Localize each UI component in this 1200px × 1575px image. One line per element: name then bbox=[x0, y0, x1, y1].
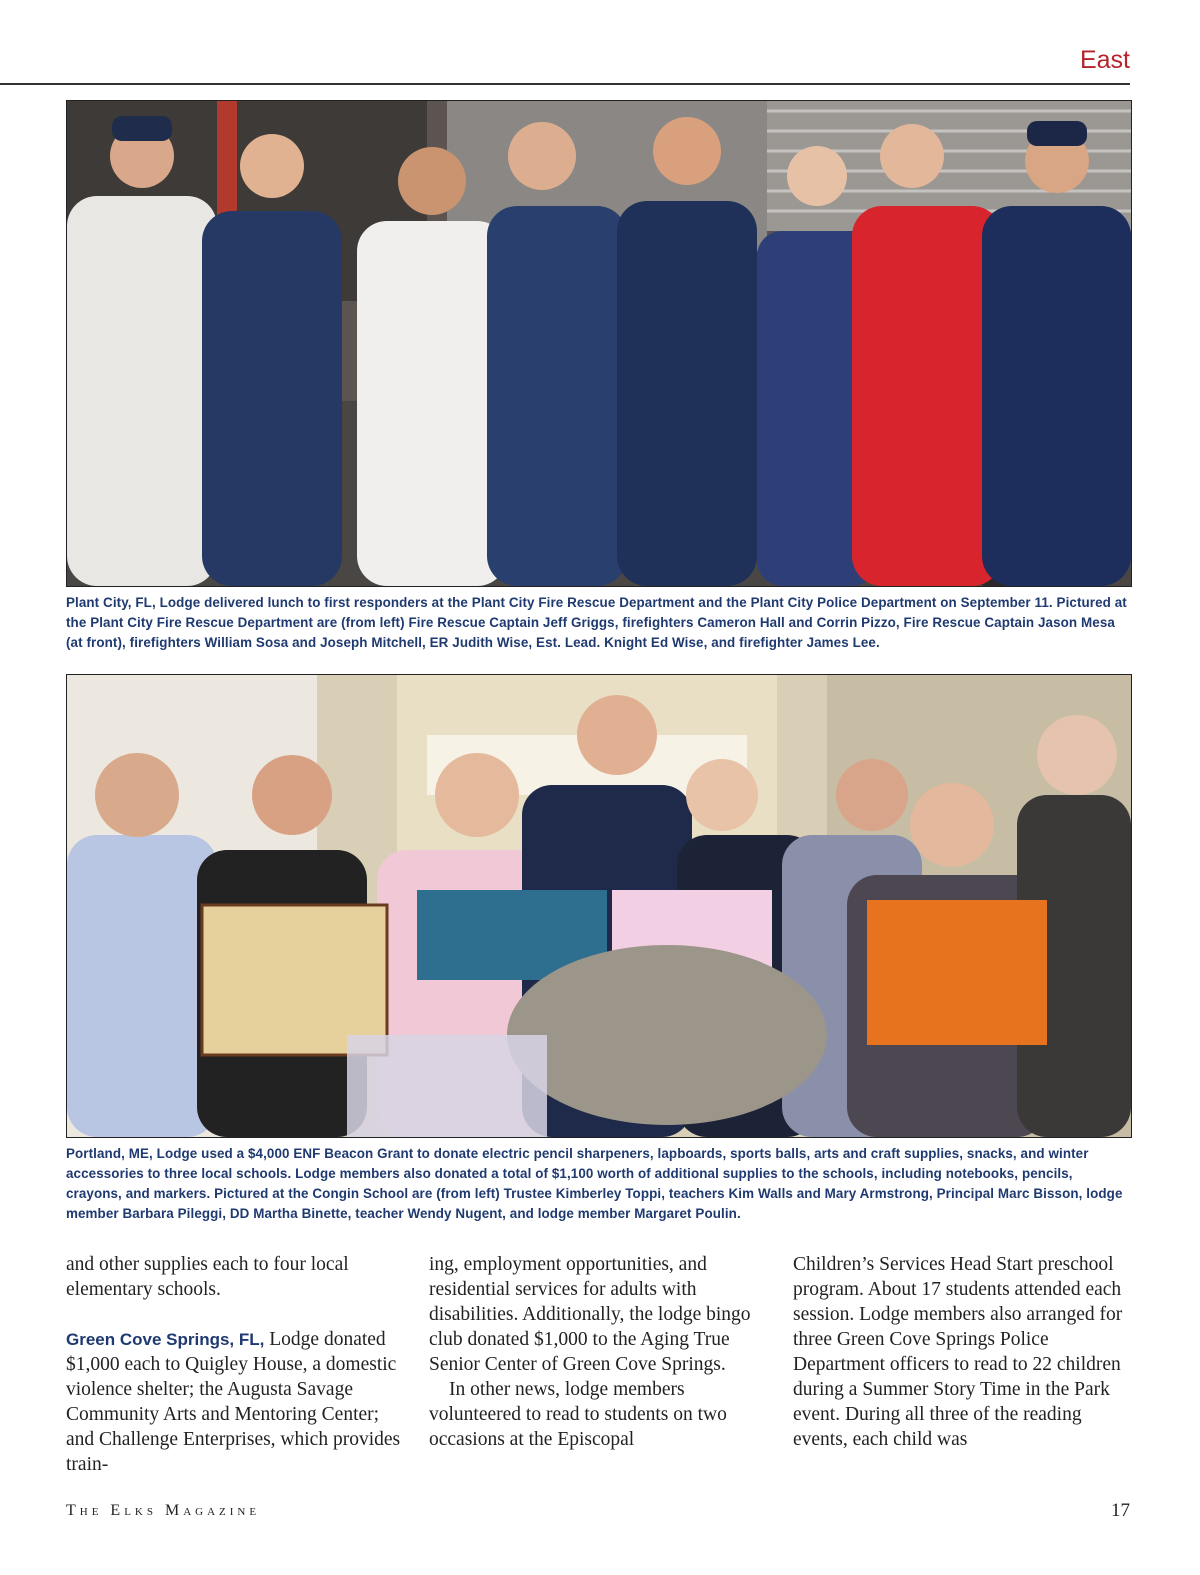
caption-place: Plant City, FL, bbox=[66, 595, 156, 610]
article-column-2 bbox=[429, 1252, 764, 1452]
article-column-3 bbox=[793, 1252, 1128, 1452]
article-paragraph: and other supplies each to four local elementary schools. bbox=[66, 1254, 349, 1300]
caption-text: Lodge used a $4,000 ENF Beacon Grant to donate electric pencil sharpeners, lapboards, sports balls, arts and craft supplies, snacks, and winter accessories to three local schools. Lodge members also donated a total of $1,100 worth of additional supplies to the schools, including notebooks, pencils, crayons, and markers. Pictured at the Congin School are (from left) Trustee Kimberley Toppi, teachers Kim Walls and Mary Armstrong, Principal Marc Bisson, lodge member Barbara Pileggi, DD Martha Binette, teacher Wendy Nugent, and lodge member Margaret Poulin. bbox=[66, 1146, 1123, 1221]
article-body bbox=[66, 1252, 1130, 1474]
photo-portland-illustration bbox=[67, 675, 1131, 1137]
caption-text: Lodge delivered lunch to first responders at the Plant City Fire Rescue Department and the Plant City Police Department on September 11. Pictured at the Plant City Fire Rescue Department are (from left) Fire Rescue Captain Jeff Griggs, firefighters Cameron Hall and Corrin Pizzo, Fire Rescue Captain Jason Mesa (at front), firefighters William Sosa and Joseph Mitchell, ER Judith Wise, Est. Lead. Knight Ed Wise, and firefighter James Lee. bbox=[66, 595, 1127, 650]
magazine-name: The Elks Magazine bbox=[66, 1502, 261, 1519]
caption-place: Portland, ME, bbox=[66, 1146, 153, 1161]
lodge-name-lead: Green Cove Springs, FL, bbox=[66, 1330, 265, 1349]
article-column-1 bbox=[66, 1252, 401, 1477]
article-paragraph bbox=[66, 1327, 401, 1477]
section-label: East bbox=[1079, 46, 1130, 74]
article-paragraph: ing, employment opportunities, and residential services for adults with disabilities. Additionally, the lodge bingo club donated $1,000 to the Aging True Senior Center of Green Cove Springs. bbox=[429, 1254, 751, 1375]
page-number: 17 bbox=[1111, 1500, 1130, 1521]
photo-caption-portland bbox=[66, 1144, 1130, 1224]
photo-portland-school bbox=[66, 674, 1132, 1138]
paragraph-text: Lodge donated $1,000 each to Quigley House, a domestic violence shelter; the Augusta Savage Community Arts and Mentoring Center; and Challenge Enterprises, which provides train- bbox=[66, 1329, 401, 1475]
photo-plant-city-firefighters bbox=[66, 100, 1132, 587]
photo-plant-city-illustration bbox=[67, 101, 1131, 586]
article-paragraph: In other news, lodge members volunteered to read to students on two occasions at the Episcopal bbox=[429, 1379, 727, 1450]
article-paragraph: Children’s Services Head Start preschool program. About 17 students attended each session. Lodge members also arranged for three Green Cove Springs Police Department officers to read to 22 children during a Summer Story Time in the Park event. During all three of the reading events, each child was bbox=[793, 1254, 1123, 1450]
header-rule bbox=[0, 83, 1130, 85]
photo-caption-plant-city bbox=[66, 593, 1130, 653]
